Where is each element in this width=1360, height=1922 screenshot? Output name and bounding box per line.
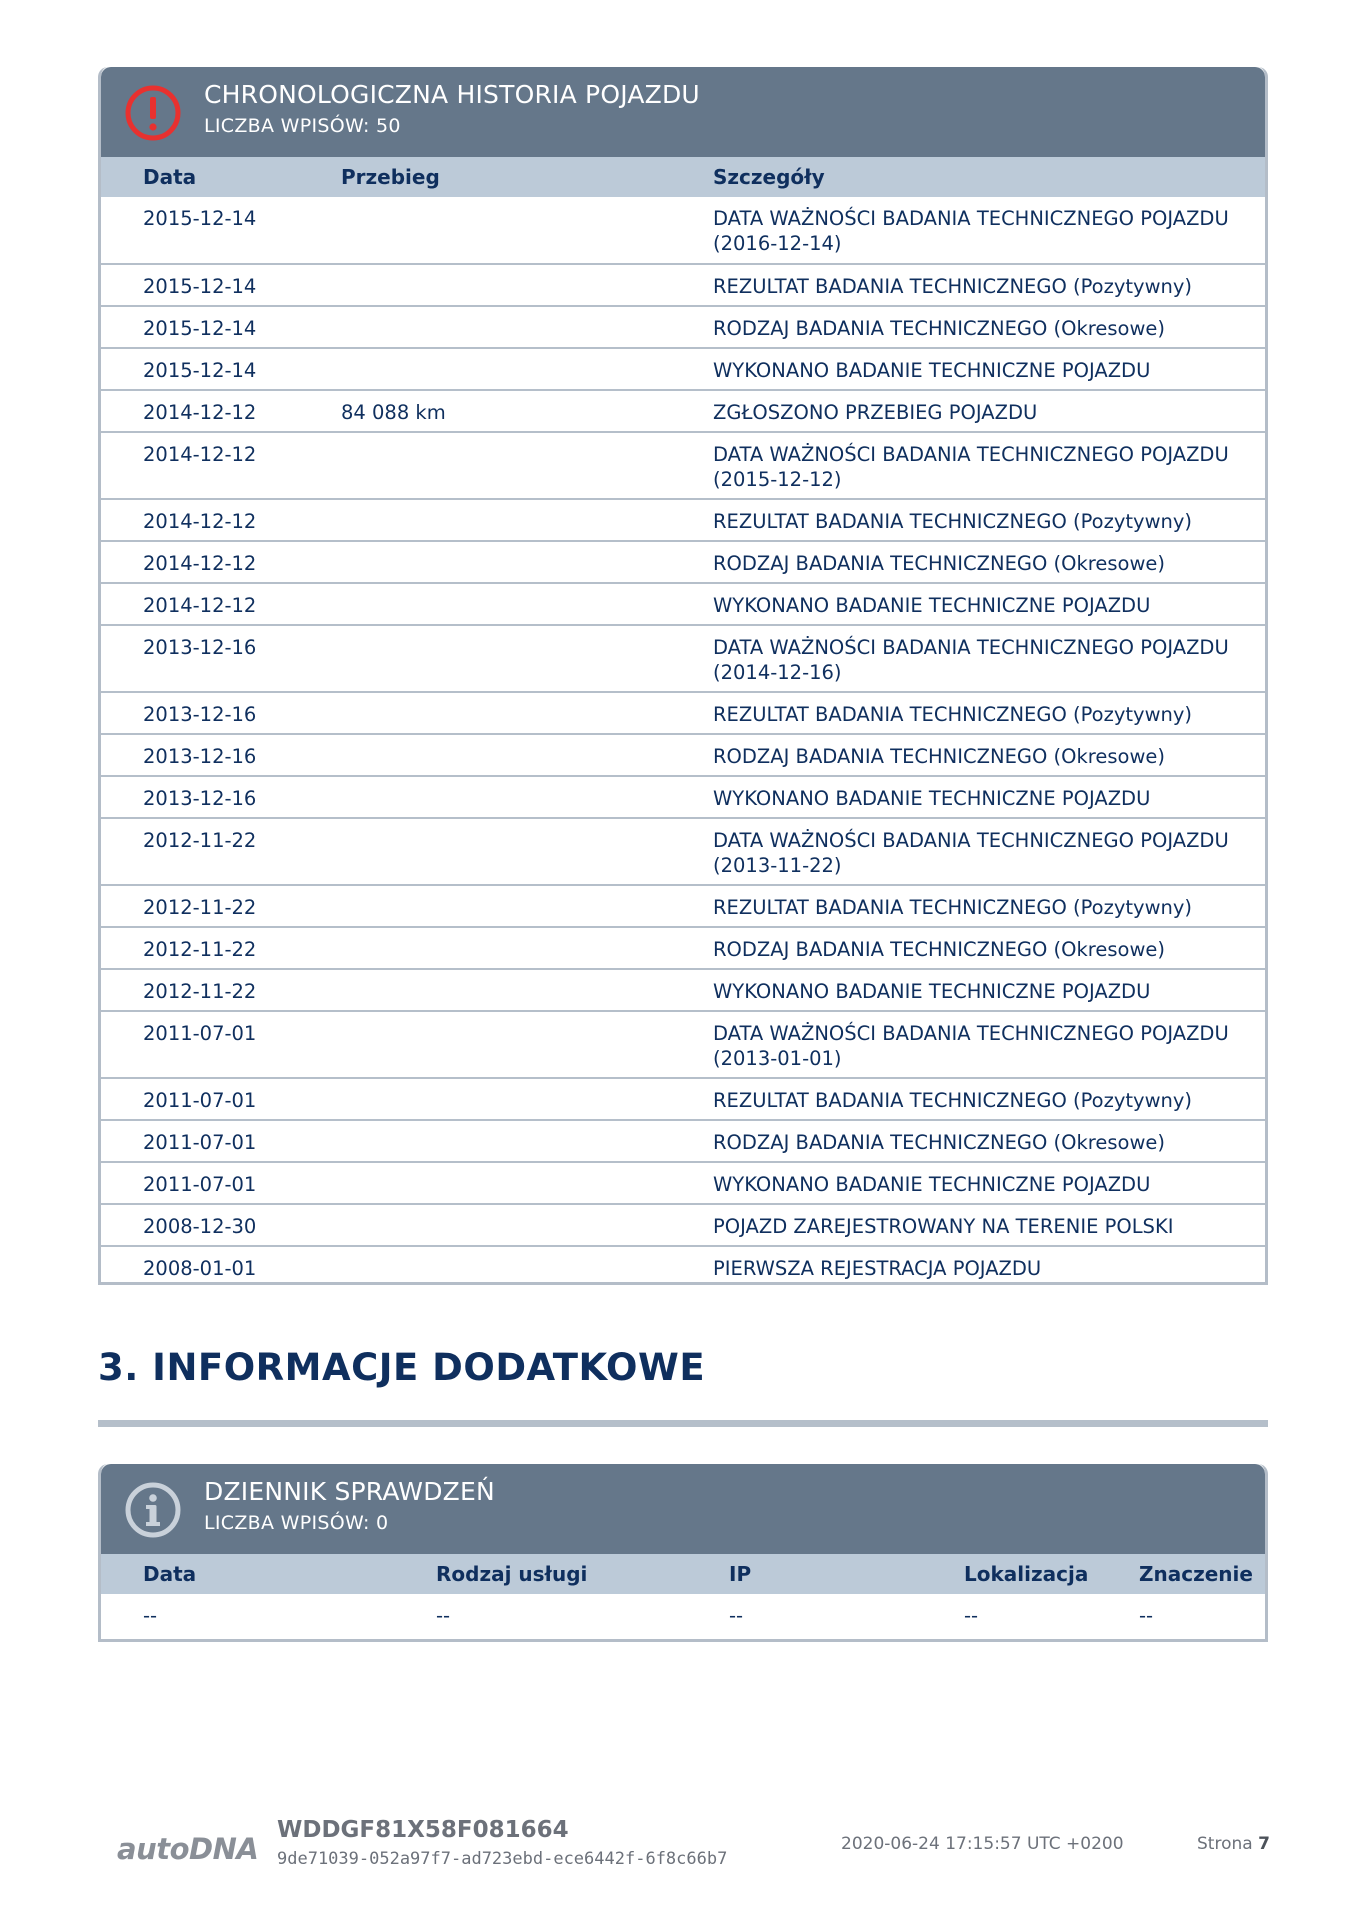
row-mileage: [341, 969, 713, 1011]
row-details: WYKONANO BADANIE TECHNICZNE POJAZDU: [713, 776, 1265, 818]
row-mileage: 84 088 km: [341, 390, 713, 432]
table-row: [101, 390, 1265, 432]
column-header-date: Data: [101, 1554, 436, 1594]
row-date: 2015-12-14: [101, 264, 341, 306]
row-date: --: [143, 1604, 158, 1627]
row-mileage: [341, 197, 713, 264]
row-date: 2008-12-30: [101, 1204, 341, 1246]
row-location: --: [964, 1604, 979, 1627]
autodna-logo: autoDNA: [117, 1832, 259, 1866]
footer-vin: WDDGF81X58F081664: [277, 1817, 569, 1843]
checks-table-body: [101, 1594, 1265, 1636]
row-details: REZULTAT BADANIA TECHNICZNEGO (Pozytywny): [713, 885, 1265, 927]
table-row: [101, 1246, 1265, 1285]
row-date: 2013-12-16: [101, 692, 341, 734]
history-panel: [98, 67, 1268, 1285]
table-row: [101, 197, 1265, 264]
row-service: --: [436, 1604, 451, 1627]
table-row: [101, 541, 1265, 583]
section-divider: [98, 1420, 1268, 1427]
table-row: [101, 927, 1265, 969]
checks-title: DZIENNIK SPRAWDZEŃ: [204, 1477, 495, 1506]
row-date: 2008-01-01: [101, 1246, 341, 1285]
column-header-location: Lokalizacja: [964, 1554, 1139, 1594]
checks-table-header: [101, 1554, 1265, 1594]
row-details: WYKONANO BADANIE TECHNICZNE POJAZDU: [713, 348, 1265, 390]
row-mileage: [341, 348, 713, 390]
footer-page: [1197, 1834, 1270, 1854]
row-date: 2013-12-16: [101, 734, 341, 776]
history-title: CHRONOLOGICZNA HISTORIA POJAZDU: [204, 80, 700, 109]
table-row: [101, 264, 1265, 306]
table-row: [101, 432, 1265, 499]
row-mileage: [341, 1078, 713, 1120]
row-date: 2014-12-12: [101, 499, 341, 541]
row-details: RODZAJ BADANIA TECHNICZNEGO (Okresowe): [713, 734, 1265, 776]
column-header-date: Data: [101, 157, 341, 197]
row-meaning: --: [1139, 1604, 1154, 1627]
checks-panel-header: [101, 1464, 1265, 1554]
row-details: DATA WAŻNOŚCI BADANIA TECHNICZNEGO POJAZDU (2014-12-16): [713, 625, 1265, 692]
checks-count: LICZBA WPISÓW: 0: [204, 1512, 389, 1534]
history-panel-header: [101, 67, 1265, 157]
row-date: 2012-11-22: [101, 927, 341, 969]
column-header-ip: IP: [729, 1554, 964, 1594]
row-details: REZULTAT BADANIA TECHNICZNEGO (Pozytywny): [713, 499, 1265, 541]
table-row: [101, 1120, 1265, 1162]
row-mileage: [341, 818, 713, 885]
checks-panel: [98, 1464, 1268, 1642]
row-mileage: [341, 1204, 713, 1246]
row-date: 2011-07-01: [101, 1120, 341, 1162]
row-details: RODZAJ BADANIA TECHNICZNEGO (Okresowe): [713, 927, 1265, 969]
table-row: [101, 818, 1265, 885]
row-mileage: [341, 776, 713, 818]
row-ip: --: [729, 1604, 744, 1627]
table-row: [101, 1162, 1265, 1204]
column-header-details: Szczegóły: [713, 157, 1265, 197]
row-date: 2012-11-22: [101, 818, 341, 885]
row-details: WYKONANO BADANIE TECHNICZNE POJAZDU: [713, 583, 1265, 625]
row-mileage: [341, 927, 713, 969]
column-header-meaning: Znaczenie: [1139, 1554, 1265, 1594]
row-details: DATA WAŻNOŚCI BADANIA TECHNICZNEGO POJAZDU (2013-11-22): [713, 818, 1265, 885]
table-row: [101, 348, 1265, 390]
row-mileage: [341, 1011, 713, 1078]
table-row: [101, 1204, 1265, 1246]
row-details: RODZAJ BADANIA TECHNICZNEGO (Okresowe): [713, 1120, 1265, 1162]
section-title: 3. INFORMACJE DODATKOWE: [98, 1346, 706, 1389]
history-table: [101, 157, 1265, 1285]
row-details: DATA WAŻNOŚCI BADANIA TECHNICZNEGO POJAZDU (2016-12-14): [713, 207, 1229, 255]
row-date: 2015-12-14: [101, 348, 341, 390]
table-row: [101, 776, 1265, 818]
row-mileage: [341, 1120, 713, 1162]
row-mileage: [341, 1246, 713, 1285]
row-date: 2014-12-12: [101, 583, 341, 625]
row-details: RODZAJ BADANIA TECHNICZNEGO (Okresowe): [713, 306, 1265, 348]
table-row: [101, 1011, 1265, 1078]
row-date: 2014-12-12: [101, 541, 341, 583]
table-row: [101, 625, 1265, 692]
row-details: DATA WAŻNOŚCI BADANIA TECHNICZNEGO POJAZDU (2015-12-12): [713, 432, 1265, 499]
row-date: 2014-12-12: [101, 390, 341, 432]
checks-table: [101, 1554, 1265, 1636]
table-row: [101, 1594, 1265, 1636]
table-row: [101, 1078, 1265, 1120]
table-row: [101, 885, 1265, 927]
history-table-header: [101, 157, 1265, 197]
history-count: LICZBA WPISÓW: 50: [204, 115, 401, 137]
exclamation-circle-icon: [124, 84, 182, 142]
row-mileage: [341, 885, 713, 927]
row-date: 2014-12-12: [101, 432, 341, 499]
row-date: 2011-07-01: [101, 1011, 341, 1078]
row-mileage: [341, 692, 713, 734]
row-details: DATA WAŻNOŚCI BADANIA TECHNICZNEGO POJAZDU (2013-01-01): [713, 1011, 1265, 1078]
table-row: [101, 692, 1265, 734]
history-table-body: [101, 197, 1265, 1285]
page-number: 7: [1258, 1834, 1270, 1854]
row-date: 2015-12-14: [101, 306, 341, 348]
footer-datetime: 2020-06-24 17:15:57 UTC +0200: [841, 1834, 1124, 1854]
row-details: RODZAJ BADANIA TECHNICZNEGO (Okresowe): [713, 541, 1265, 583]
info-circle-icon: [124, 1481, 182, 1539]
row-date: 2011-07-01: [101, 1078, 341, 1120]
row-mileage: [341, 625, 713, 692]
table-row: [101, 499, 1265, 541]
row-mileage: [341, 541, 713, 583]
row-details: WYKONANO BADANIE TECHNICZNE POJAZDU: [713, 1162, 1265, 1204]
row-mileage: [341, 583, 713, 625]
row-mileage: [341, 499, 713, 541]
table-row: [101, 306, 1265, 348]
row-mileage: [341, 306, 713, 348]
row-details: POJAZD ZAREJESTROWANY NA TERENIE POLSKI: [713, 1204, 1265, 1246]
row-date: 2013-12-16: [101, 776, 341, 818]
row-details: PIERWSZA REJESTRACJA POJAZDU: [713, 1246, 1265, 1285]
table-row: [101, 969, 1265, 1011]
table-row: [101, 734, 1265, 776]
row-details: REZULTAT BADANIA TECHNICZNEGO (Pozytywny): [713, 692, 1265, 734]
row-date: 2012-11-22: [101, 885, 341, 927]
table-row: [101, 583, 1265, 625]
row-details: REZULTAT BADANIA TECHNICZNEGO (Pozytywny): [713, 264, 1265, 306]
footer-hash: 9de71039-052a97f7-ad723ebd-ece6442f-6f8c66b7: [277, 1849, 728, 1869]
row-date: 2011-07-01: [101, 1162, 341, 1204]
row-details: ZGŁOSZONO PRZEBIEG POJAZDU: [713, 390, 1265, 432]
row-mileage: [341, 1162, 713, 1204]
row-date: 2013-12-16: [101, 625, 341, 692]
row-mileage: [341, 432, 713, 499]
row-date: 2012-11-22: [101, 969, 341, 1011]
column-header-service: Rodzaj usługi: [436, 1554, 729, 1594]
page-label: Strona: [1197, 1834, 1253, 1854]
row-mileage: [341, 734, 713, 776]
row-date: 2015-12-14: [143, 207, 257, 230]
row-mileage: [341, 264, 713, 306]
row-details: WYKONANO BADANIE TECHNICZNE POJAZDU: [713, 969, 1265, 1011]
row-details: REZULTAT BADANIA TECHNICZNEGO (Pozytywny): [713, 1078, 1265, 1120]
column-header-mileage: Przebieg: [341, 157, 713, 197]
